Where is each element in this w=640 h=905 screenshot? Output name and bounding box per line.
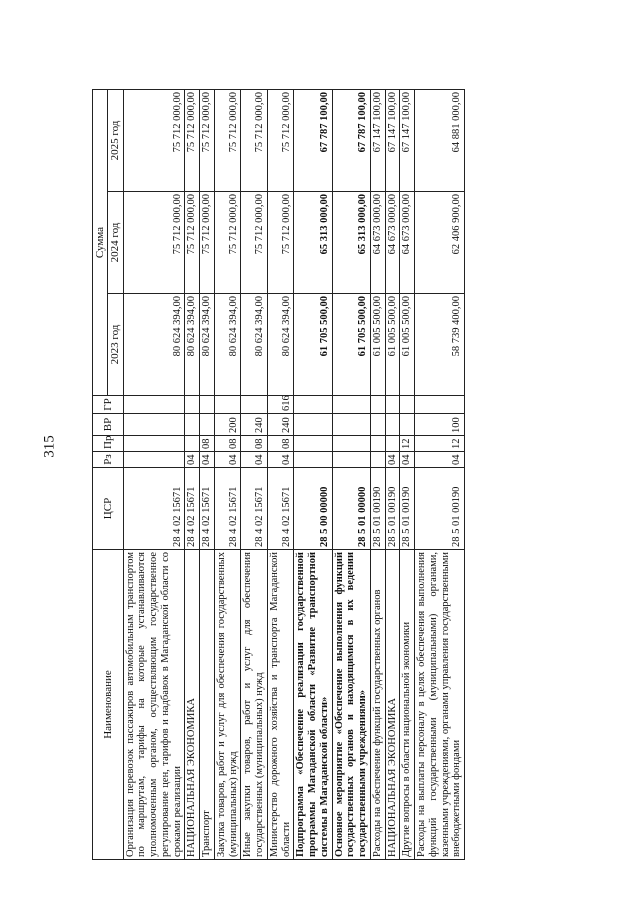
cell-rz: 04 — [385, 452, 400, 468]
cell-2024: 65 313 000,00 — [332, 192, 370, 294]
header-2024: 2024 год — [108, 192, 123, 294]
cell-rz: 04 — [415, 452, 465, 468]
cell-2023: 80 624 394,00 — [241, 294, 268, 396]
cell-rz: 04 — [267, 452, 294, 468]
cell-vr: 200 — [214, 414, 241, 436]
cell-rz — [370, 452, 385, 468]
cell-gr — [400, 396, 415, 414]
cell-vr — [294, 414, 332, 436]
cell-name: Организация перевозок пассажиров автомобильным транспортом по маршрутам, тарифы на которые устанавливаются уполномоченным органом, осуществляющим государственное регулирование цен, тарифов и надбавок в Магаданской области со сроками реализации — [123, 550, 185, 860]
cell-2023: 61 005 500,00 — [400, 294, 415, 396]
cell-vr: 100 — [415, 414, 465, 436]
cell-gr — [185, 396, 200, 414]
cell-2023: 80 624 394,00 — [200, 294, 215, 396]
cell-rz: 04 — [400, 452, 415, 468]
cell-2023: 80 624 394,00 — [185, 294, 200, 396]
cell-csr: 28 5 01 00190 — [400, 468, 415, 550]
table-row — [332, 89, 370, 859]
cell-name: Подпрограмма «Обеспечение реализации государственной программы Магаданской области «Развитие транспортной системы в Магаданской области» — [294, 550, 332, 860]
cell-2025: 75 712 000,00 — [214, 89, 241, 191]
cell-name: Другие вопросы в области национальной экономики — [400, 550, 415, 860]
header-vr: ВР — [93, 414, 124, 436]
header-csr: ЦСР — [93, 468, 124, 550]
cell-vr — [385, 414, 400, 436]
cell-2025: 67 787 100,00 — [294, 89, 332, 191]
header-rz: Рз — [93, 452, 124, 468]
cell-vr — [332, 414, 370, 436]
cell-2023: 61 705 500,00 — [332, 294, 370, 396]
cell-pr: 08 — [200, 436, 215, 452]
header-2025: 2025 год — [108, 89, 123, 191]
cell-2023: 61 705 500,00 — [294, 294, 332, 396]
cell-name: Расходы на обеспечение функций государственных органов — [370, 550, 385, 860]
cell-gr — [214, 396, 241, 414]
cell-2024: 75 712 000,00 — [123, 192, 185, 294]
budget-table — [92, 89, 465, 860]
cell-pr: 08 — [241, 436, 268, 452]
cell-vr: 240 — [267, 414, 294, 436]
cell-rz: 04 — [185, 452, 200, 468]
cell-2023: 80 624 394,00 — [267, 294, 294, 396]
cell-pr — [185, 436, 200, 452]
cell-csr: 28 4 02 15671 — [123, 468, 185, 550]
cell-rz — [123, 452, 185, 468]
cell-csr: 28 5 00 00000 — [294, 468, 332, 550]
cell-2024: 64 673 000,00 — [370, 192, 385, 294]
table-row — [294, 89, 332, 859]
header-gr: ГР — [93, 396, 124, 414]
table-row — [200, 89, 215, 859]
cell-gr — [385, 396, 400, 414]
cell-pr: 12 — [400, 436, 415, 452]
cell-csr: 28 5 01 00000 — [332, 468, 370, 550]
table-row — [267, 89, 294, 859]
table-body — [123, 89, 465, 859]
cell-csr: 28 4 02 15671 — [214, 468, 241, 550]
cell-pr: 08 — [267, 436, 294, 452]
cell-rz: 04 — [214, 452, 241, 468]
cell-2025: 67 147 100,00 — [370, 89, 385, 191]
cell-2024: 64 673 000,00 — [385, 192, 400, 294]
cell-gr: 616 — [267, 396, 294, 414]
table-row — [385, 89, 400, 859]
cell-2023: 80 624 394,00 — [123, 294, 185, 396]
cell-name: НАЦИОНАЛЬНАЯ ЭКОНОМИКА — [185, 550, 200, 860]
table-row — [214, 89, 241, 859]
budget-table-container — [92, 90, 612, 860]
cell-pr — [370, 436, 385, 452]
header-name: Наименование — [93, 550, 124, 860]
cell-2023: 80 624 394,00 — [214, 294, 241, 396]
table-header — [93, 89, 124, 859]
cell-csr: 28 5 01 00190 — [415, 468, 465, 550]
table-row — [415, 89, 465, 859]
cell-gr — [332, 396, 370, 414]
cell-name: Основное мероприятие «Обеспечение выполнения функций государственных органов и находящимися в их ведении государственными учреждениями» — [332, 550, 370, 860]
cell-vr — [123, 414, 185, 436]
cell-2024: 62 406 900,00 — [415, 192, 465, 294]
cell-2024: 75 712 000,00 — [200, 192, 215, 294]
table-row — [123, 89, 185, 859]
header-sum: Сумма — [93, 89, 108, 395]
cell-2025: 75 712 000,00 — [241, 89, 268, 191]
cell-pr — [294, 436, 332, 452]
cell-csr: 28 4 02 15671 — [200, 468, 215, 550]
header-pr: Пр — [93, 436, 124, 452]
cell-rz — [332, 452, 370, 468]
cell-vr: 240 — [241, 414, 268, 436]
cell-vr — [200, 414, 215, 436]
cell-2024: 64 673 000,00 — [400, 192, 415, 294]
cell-2023: 58 739 400,00 — [415, 294, 465, 396]
cell-2025: 75 712 000,00 — [123, 89, 185, 191]
cell-name: Министерство дорожного хозяйства и транспорта Магаданской области — [267, 550, 294, 860]
cell-rz — [294, 452, 332, 468]
cell-vr — [370, 414, 385, 436]
cell-csr: 28 4 02 15671 — [185, 468, 200, 550]
cell-csr: 28 5 01 00190 — [385, 468, 400, 550]
cell-pr: 12 — [415, 436, 465, 452]
cell-vr — [400, 414, 415, 436]
cell-gr — [415, 396, 465, 414]
cell-rz: 04 — [241, 452, 268, 468]
cell-name: Транспорт — [200, 550, 215, 860]
cell-pr — [385, 436, 400, 452]
cell-rz: 04 — [200, 452, 215, 468]
cell-csr: 28 4 02 15671 — [241, 468, 268, 550]
cell-csr: 28 5 01 00190 — [370, 468, 385, 550]
cell-2024: 75 712 000,00 — [267, 192, 294, 294]
cell-2023: 61 005 500,00 — [385, 294, 400, 396]
cell-name: Иные закупки товаров, работ и услуг для обеспечения государственных (муниципальных) нужд — [241, 550, 268, 860]
cell-csr: 28 4 02 15671 — [267, 468, 294, 550]
cell-name: Расходы на выплаты персоналу в целях обеспечения выполнения функций государственными (муниципальными) органами, казенными учреждениями, органами управления государственными внебюджетными фондами — [415, 550, 465, 860]
cell-gr — [370, 396, 385, 414]
table-row — [400, 89, 415, 859]
cell-gr — [294, 396, 332, 414]
table-row — [185, 89, 200, 859]
cell-name: НАЦИОНАЛЬНАЯ ЭКОНОМИКА — [385, 550, 400, 860]
cell-gr — [241, 396, 268, 414]
header-2023: 2023 год — [108, 294, 123, 396]
cell-2025: 75 712 000,00 — [185, 89, 200, 191]
table-row — [241, 89, 268, 859]
cell-2024: 65 313 000,00 — [294, 192, 332, 294]
cell-2025: 67 147 100,00 — [385, 89, 400, 191]
cell-gr — [200, 396, 215, 414]
cell-gr — [123, 396, 185, 414]
cell-vr — [185, 414, 200, 436]
cell-2024: 75 712 000,00 — [241, 192, 268, 294]
table-row — [370, 89, 385, 859]
cell-2025: 64 881 000,00 — [415, 89, 465, 191]
cell-2024: 75 712 000,00 — [185, 192, 200, 294]
page-number: 315 — [41, 435, 58, 458]
cell-2023: 61 005 500,00 — [370, 294, 385, 396]
cell-pr — [123, 436, 185, 452]
cell-name: Закупка товаров, работ и услуг для обеспечения государственных (муниципальных) нужд — [214, 550, 241, 860]
cell-2025: 67 787 100,00 — [332, 89, 370, 191]
cell-2025: 75 712 000,00 — [200, 89, 215, 191]
cell-pr: 08 — [214, 436, 241, 452]
cell-2025: 75 712 000,00 — [267, 89, 294, 191]
cell-2024: 75 712 000,00 — [214, 192, 241, 294]
cell-2025: 67 147 100,00 — [400, 89, 415, 191]
cell-pr — [332, 436, 370, 452]
